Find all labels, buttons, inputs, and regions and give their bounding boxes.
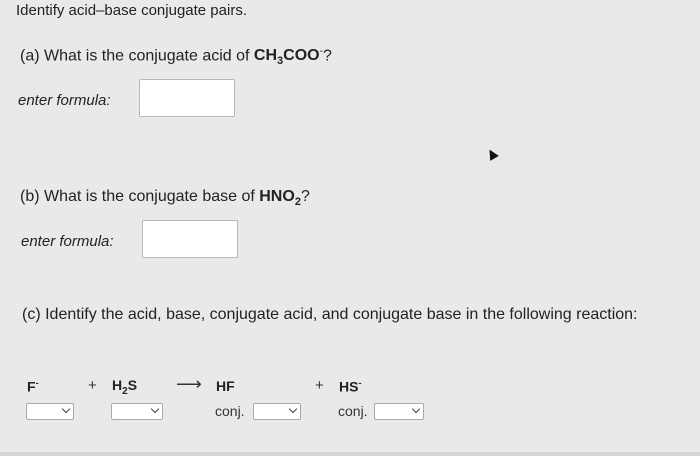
chevron-down-icon (289, 405, 297, 413)
product-hs-minus: HS- (339, 378, 362, 395)
chevron-down-icon (151, 405, 159, 413)
bottom-edge (0, 452, 700, 456)
plus-sign-1: + (88, 377, 97, 394)
plus-sign-2: + (315, 377, 324, 394)
chevron-down-icon (412, 405, 420, 413)
enter-formula-label-a: enter formula: (18, 92, 111, 109)
conj-label-hf: conj. (215, 403, 245, 419)
enter-formula-label-b: enter formula: (21, 233, 114, 250)
formula-input-a[interactable] (139, 79, 235, 117)
question-c: (c) Identify the acid, base, conjugate acid, and conjugate base in the following reaction: (22, 306, 638, 323)
product-hf: HF (216, 378, 235, 394)
reactant-f-minus: F- (27, 378, 39, 395)
formula-input-b[interactable] (142, 220, 238, 258)
role-select-f-minus[interactable] (26, 403, 74, 420)
chevron-down-icon (62, 405, 70, 413)
role-select-hf[interactable] (253, 403, 301, 420)
role-select-h2s[interactable] (111, 403, 163, 420)
conj-label-hs-minus: conj. (338, 403, 368, 419)
role-select-hs-minus[interactable] (374, 403, 424, 420)
reactant-h2s: $H_2S$ (112, 377, 138, 397)
question-b: (b) What is the conjugate base of $HNO_2$? (20, 188, 310, 209)
question-a: (a) What is the conjugate acid of $CH_3COO^-$? (20, 46, 332, 68)
reaction-arrow: ⟶ (176, 374, 202, 394)
mouse-cursor-icon (485, 147, 499, 161)
page-title: Identify acid–base conjugate pairs. (16, 2, 247, 19)
